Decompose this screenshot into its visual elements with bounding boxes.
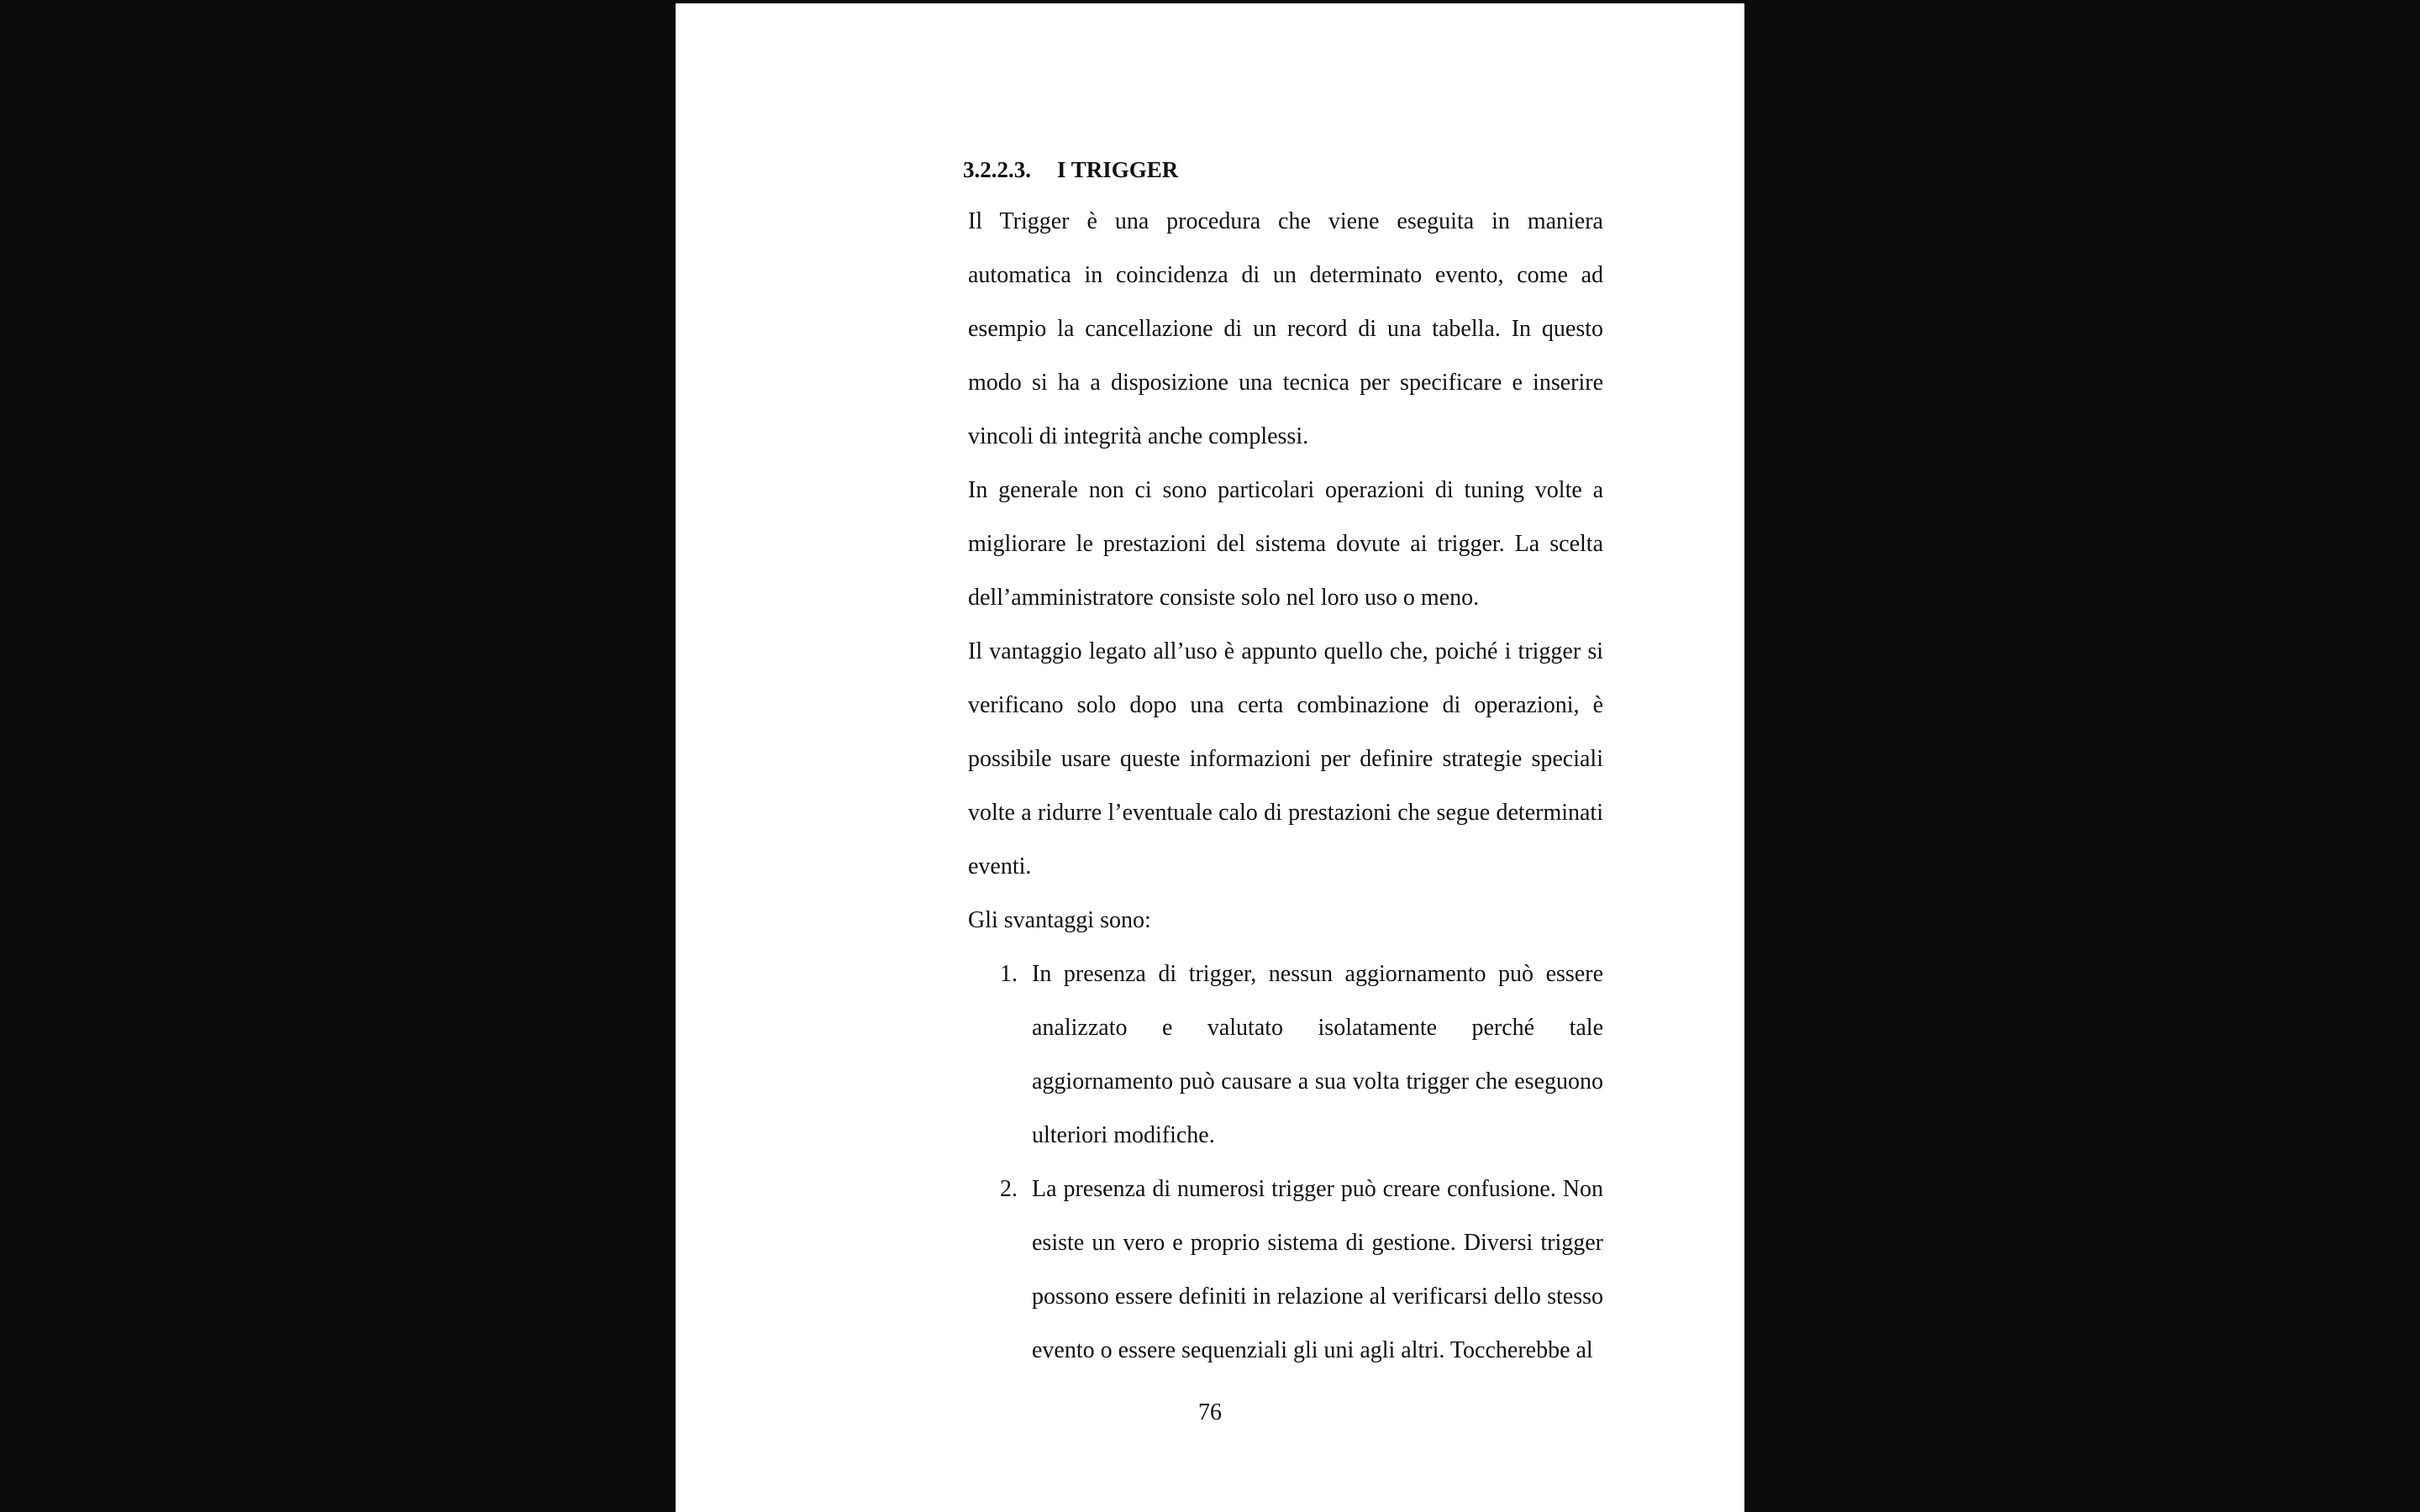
section-title: I TRIGGER [1057, 157, 1179, 182]
paragraph-advantage: Il vantaggio legato all’uso è appunto quello che, poiché i trigger si verificano solo dopo una certa combinazione di operazioni, è possibile usare queste informazioni per definire strategie speciali volte a ridurre l’eventuale calo di prestazioni che segue determinati eventi. [968, 638, 1603, 879]
page-number: 76 [1198, 1399, 1222, 1425]
document-page [676, 3, 1744, 1512]
list-item-number: 2. [1000, 1176, 1018, 1202]
body-text [968, 195, 1603, 1378]
section-number: 3.2.2.3. [963, 157, 1031, 182]
list-item-number: 1. [1000, 961, 1018, 987]
list-item [968, 1163, 1603, 1378]
paragraph-disadvantages-intro: Gli svantaggi sono: [968, 907, 1151, 933]
list-item-text: In presenza di trigger, nessun aggiornamento può essere analizzato e valutato isolatamente perché tale aggiornamento può causare a sua volta trigger che eseguono ulteriori modifiche. [1032, 961, 1603, 1148]
list-item [968, 948, 1603, 1163]
paragraph-tuning: In generale non ci sono particolari operazioni di tuning volte a migliorare le prestazioni del sistema dovute ai trigger. La scelta dell’amministratore consiste solo nel loro uso o meno. [968, 477, 1603, 611]
disadvantages-list [968, 948, 1603, 1378]
paragraph-trigger-definition: Il Trigger è una procedura che viene eseguita in maniera automatica in coincidenza di un determinato evento, come ad esempio la cancellazione di un record di una tabella. In questo modo si ha a disposizione una tecnica per specificare e inserire vincoli di integrità anche complessi. [968, 208, 1603, 449]
section-heading [963, 155, 1178, 185]
list-item-text: La presenza di numerosi trigger può creare confusione. Non esiste un vero e proprio sistema di gestione. Diversi trigger possono essere definiti in relazione al verificarsi dello stesso evento o essere sequenziali gli uni agli altri. Toccherebbe al [1032, 1176, 1603, 1363]
